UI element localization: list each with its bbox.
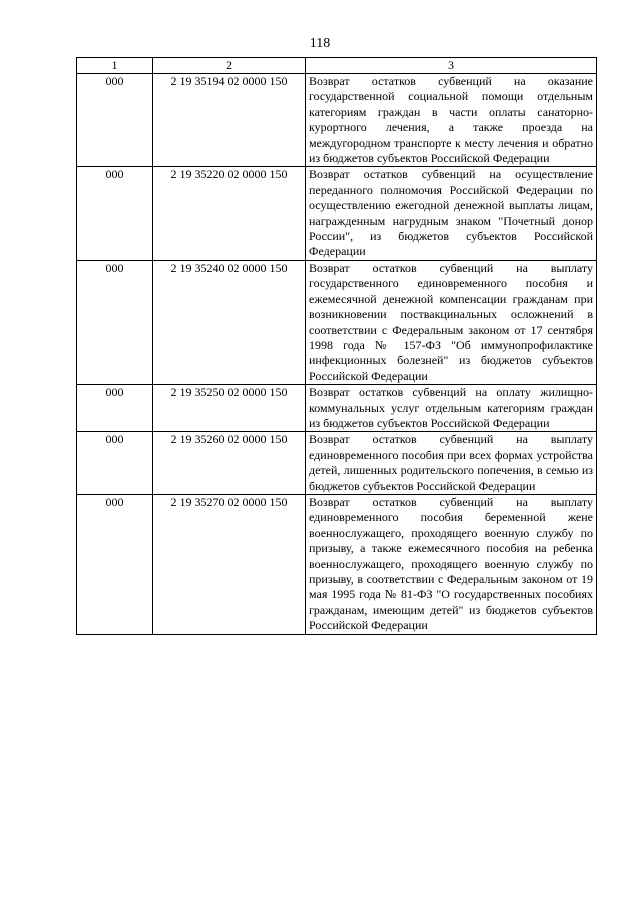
income-name-cell: Возврат остатков субвенций на оплату жилищно-коммунальных услуг отдельным категориям граждан из бюджетов субъектов Российской Федерации — [306, 385, 597, 432]
admin-code-cell: 000 — [77, 74, 153, 167]
table-row — [77, 432, 597, 495]
budget-code-cell: 2 19 35270 02 0000 150 — [153, 494, 306, 634]
income-name-cell: Возврат остатков субвенций на осуществление переданного полномочия Российской Федерации по осуществлению ежегодной денежной выплаты лицам, награжденным нагрудным знаком "Почетный донор России", из бюджетов субъектов Российской Федерации — [306, 167, 597, 260]
admin-code-cell: 000 — [77, 260, 153, 384]
income-name-cell: Возврат остатков субвенций на выплату единовременного пособия при всех формах устройства детей, лишенных родительского попечения, в семью из бюджетов субъектов Российской Федерации — [306, 432, 597, 495]
admin-code-cell: 000 — [77, 167, 153, 260]
budget-code-cell: 2 19 35240 02 0000 150 — [153, 260, 306, 384]
budget-classification-table — [76, 57, 597, 635]
income-name-cell: Возврат остатков субвенций на выплату единовременного пособия беременной жене военнослужащего, проходящего военную службу по призыву, а также ежемесячного пособия на ребенка военнослужащего, проходящего военную службу по призыву, в соответствии с Федеральным законом от 19 мая 1995 года № 81-ФЗ "О государственных пособиях гражданам, имеющим детей" из бюджетов субъектов Российской Федерации — [306, 494, 597, 634]
table-row — [77, 74, 597, 167]
table-row — [77, 494, 597, 634]
column-header-3: 3 — [306, 58, 597, 74]
income-name-cell: Возврат остатков субвенций на выплату государственного единовременного пособия и ежемесячной денежной компенсации гражданам при возникновении поствакцинальных осложнений в соответствии с Федеральным законом от 17 сентября 1998 года № 157-ФЗ "Об иммунопрофилактике инфекционных болезней" из бюджетов субъектов Российской Федерации — [306, 260, 597, 384]
admin-code-cell: 000 — [77, 494, 153, 634]
column-header-2: 2 — [153, 58, 306, 74]
table-header-row — [77, 58, 597, 74]
column-header-1: 1 — [77, 58, 153, 74]
budget-code-cell: 2 19 35250 02 0000 150 — [153, 385, 306, 432]
budget-code-cell: 2 19 35194 02 0000 150 — [153, 74, 306, 167]
table-row — [77, 385, 597, 432]
income-name-cell: Возврат остатков субвенций на оказание государственной социальной помощи отдельным категориям граждан в части оплаты санаторно-курортного лечения, а также проезда на междугородном транспорте к месту лечения и обратно из бюджетов субъектов Российской Федерации — [306, 74, 597, 167]
table-row — [77, 260, 597, 384]
admin-code-cell: 000 — [77, 385, 153, 432]
admin-code-cell: 000 — [77, 432, 153, 495]
page-number: 118 — [309, 36, 331, 51]
budget-code-cell: 2 19 35260 02 0000 150 — [153, 432, 306, 495]
budget-code-cell: 2 19 35220 02 0000 150 — [153, 167, 306, 260]
table-row — [77, 167, 597, 260]
